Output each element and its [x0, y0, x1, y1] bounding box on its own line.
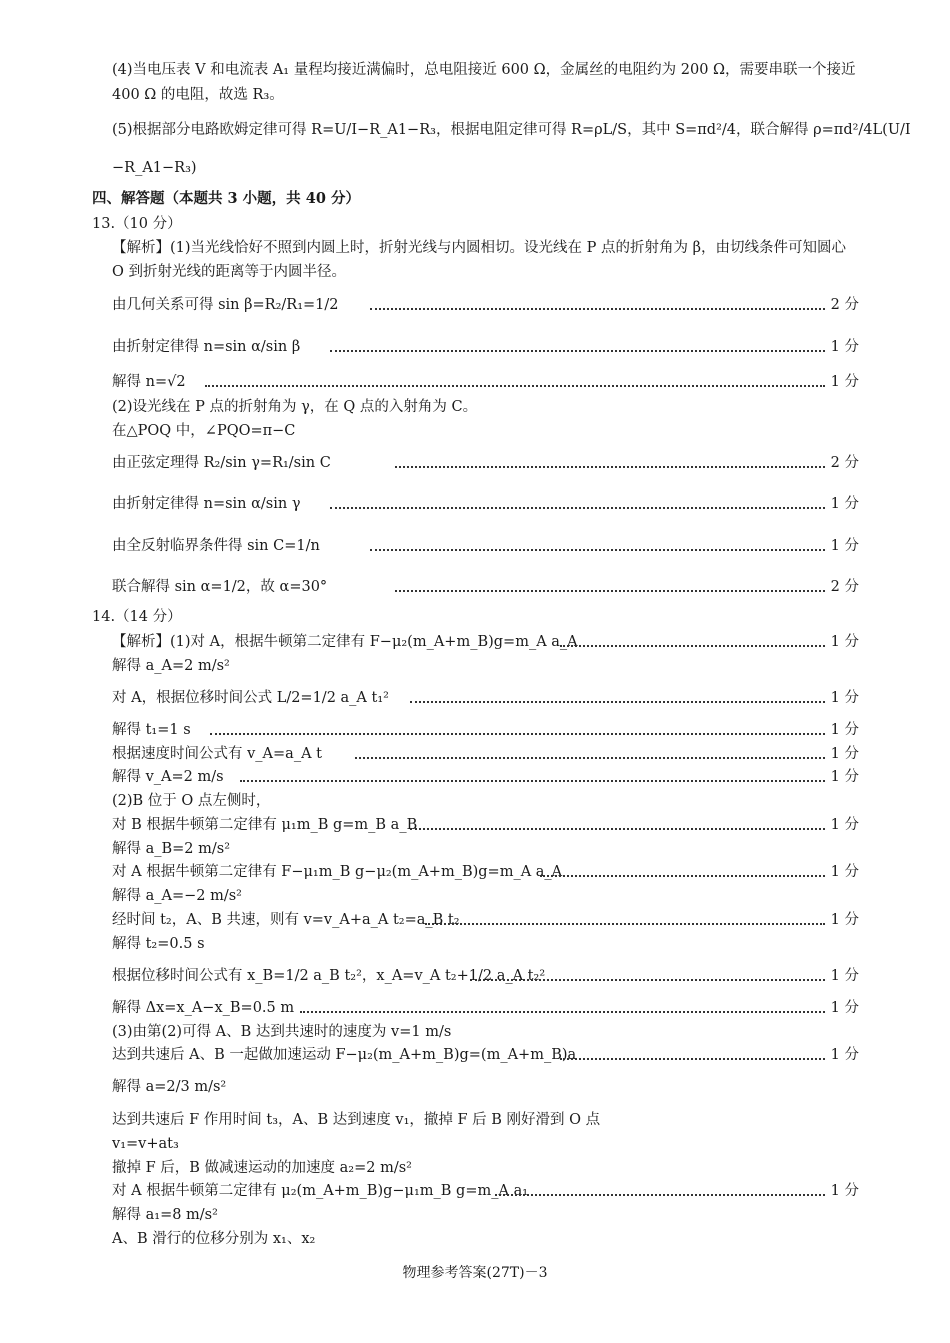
step-line: 由折射定律得 n=sin α/sin β [112, 339, 301, 355]
leader-dots [240, 780, 825, 782]
leader-dots [370, 549, 825, 551]
text-line: 达到共速后 F 作用时间 t₃，A、B 达到速度 v₁，撤掉 F 后 B 刚好滑到 O 点 [112, 1112, 601, 1128]
text-line: 解得 a₁=8 m/s² [112, 1207, 218, 1223]
step-line: 解得 n=√2 [112, 374, 186, 390]
text-line: (5)根据部分电路欧姆定律可得 R=U/I−R_A1−R₃，根据电阻定律可得 R=ρL/S，其中 S=πd²/4，联合解得 ρ=πd²/4L(U/I [112, 122, 911, 138]
leader-dots [330, 350, 825, 352]
score-label: 1 分 [830, 746, 859, 762]
text-line: 解得 a=2/3 m/s² [112, 1079, 227, 1095]
score-label: 2 分 [830, 455, 859, 471]
leader-dots [370, 308, 825, 310]
score-label: 1 分 [830, 769, 859, 785]
step-line: 由折射定律得 n=sin α/sin γ [112, 496, 301, 512]
text-line: (2)B 位于 O 点左侧时， [112, 793, 271, 809]
leader-dots [540, 875, 825, 877]
step-line: 由几何关系可得 sin β=R₂/R₁=1/2 [112, 297, 339, 313]
score-label: 1 分 [830, 496, 859, 512]
step-line: 达到共速后 A、B 一起做加速运动 F−μ₂(m_A+m_B)g=(m_A+m_B)a [112, 1047, 577, 1063]
text-line: 解得 t₂=0.5 s [112, 936, 205, 952]
step-line: 联合解得 sin α=1/2，故 α=30° [112, 579, 328, 595]
score-label: 1 分 [830, 1047, 859, 1063]
text-line: 400 Ω 的电阻，故选 R₃。 [112, 87, 284, 103]
score-label: 1 分 [830, 634, 859, 650]
step-line: 解得 t₁=1 s [112, 722, 191, 738]
text-line: 解得 a_A=−2 m/s² [112, 888, 242, 904]
text-line: 在△POQ 中，∠PQO=π−C [112, 423, 296, 439]
step-line: 经时间 t₂，A、B 共速，则有 v=v_A+a_A t₂=a_B t₂ [112, 912, 460, 928]
score-label: 2 分 [830, 297, 859, 313]
text-line: 解得 a_B=2 m/s² [112, 841, 231, 857]
step-line: 对 A 根据牛顿第二定律有 F−μ₁m_B g−μ₂(m_A+m_B)g=m_A a_A [112, 864, 563, 880]
step-line: 解得 Δx=x_A−x_B=0.5 m [112, 1000, 295, 1016]
leader-dots [470, 979, 825, 981]
leader-dots [410, 701, 825, 703]
step-line: 根据速度时间公式有 v_A=a_A t [112, 746, 322, 762]
text-line: 撤掉 F 后，B 做减速运动的加速度 a₂=2 m/s² [112, 1160, 412, 1176]
leader-dots [425, 923, 825, 925]
score-label: 1 分 [830, 968, 859, 984]
text-line: v₁=v+at₃ [112, 1136, 179, 1152]
score-label: 1 分 [830, 864, 859, 880]
step-line: 对 B 根据牛顿第二定律有 μ₁m_B g=m_B a_B [112, 817, 418, 833]
leader-dots [205, 385, 825, 387]
leader-dots [495, 1194, 825, 1196]
leader-dots [210, 733, 825, 735]
question-number: 13.（10 分） [92, 216, 182, 232]
leader-dots [410, 828, 825, 830]
score-label: 2 分 [830, 579, 859, 595]
leader-dots [300, 1011, 825, 1013]
score-label: 1 分 [830, 912, 859, 928]
text-line: A、B 滑行的位移分别为 x₁、x₂ [112, 1231, 316, 1247]
score-label: 1 分 [830, 1000, 859, 1016]
score-label: 1 分 [830, 1183, 859, 1199]
score-label: 1 分 [830, 339, 859, 355]
section-heading: 四、解答题（本题共 3 小题，共 40 分） [92, 190, 360, 207]
leader-dots [395, 466, 825, 468]
score-label: 1 分 [830, 817, 859, 833]
score-label: 1 分 [830, 374, 859, 390]
step-line: 解得 v_A=2 m/s [112, 769, 224, 785]
step-line: 对 A 根据牛顿第二定律有 μ₂(m_A+m_B)g−μ₁m_B g=m_A a₁ [112, 1183, 529, 1199]
question-number: 14.（14 分） [92, 609, 182, 625]
score-label: 1 分 [830, 538, 859, 554]
step-line: 【解析】(1)对 A，根据牛顿第二定律有 F−μ₂(m_A+m_B)g=m_A a_A [112, 634, 578, 650]
step-line: 由正弦定理得 R₂/sin γ=R₁/sin C [112, 455, 331, 471]
score-label: 1 分 [830, 690, 859, 706]
leader-dots [355, 757, 825, 759]
leader-dots [330, 507, 825, 509]
page-footer: 物理参考答案(27T)－3 [402, 1265, 548, 1281]
leader-dots [560, 645, 825, 647]
step-line: 由全反射临界条件得 sin C=1/n [112, 538, 320, 554]
text-line: (4)当电压表 V 和电流表 A₁ 量程均接近满偏时，总电阻接近 600 Ω，金属丝的电阻约为 200 Ω，需要串联一个接近 [112, 62, 856, 78]
text-line: 【解析】(1)当光线恰好不照到内圆上时，折射光线与内圆相切。设光线在 P 点的折射角为 β，由切线条件可知圆心 [112, 240, 847, 256]
leader-dots [395, 590, 825, 592]
step-line: 根据位移时间公式有 x_B=1/2 a_B t₂²，x_A=v_A t₂+1/2 a_A t₂² [112, 968, 546, 984]
leader-dots [560, 1058, 825, 1060]
score-label: 1 分 [830, 722, 859, 738]
text-line: O 到折射光线的距离等于内圆半径。 [112, 264, 346, 280]
text-line: 解得 a_A=2 m/s² [112, 658, 230, 674]
text-line: −R_A1−R₃) [112, 160, 197, 176]
text-line: (2)设光线在 P 点的折射角为 γ，在 Q 点的入射角为 C。 [112, 399, 478, 415]
step-line: 对 A，根据位移时间公式 L/2=1/2 a_A t₁² [112, 690, 389, 706]
text-line: (3)由第(2)可得 A、B 达到共速时的速度为 v=1 m/s [112, 1024, 452, 1040]
